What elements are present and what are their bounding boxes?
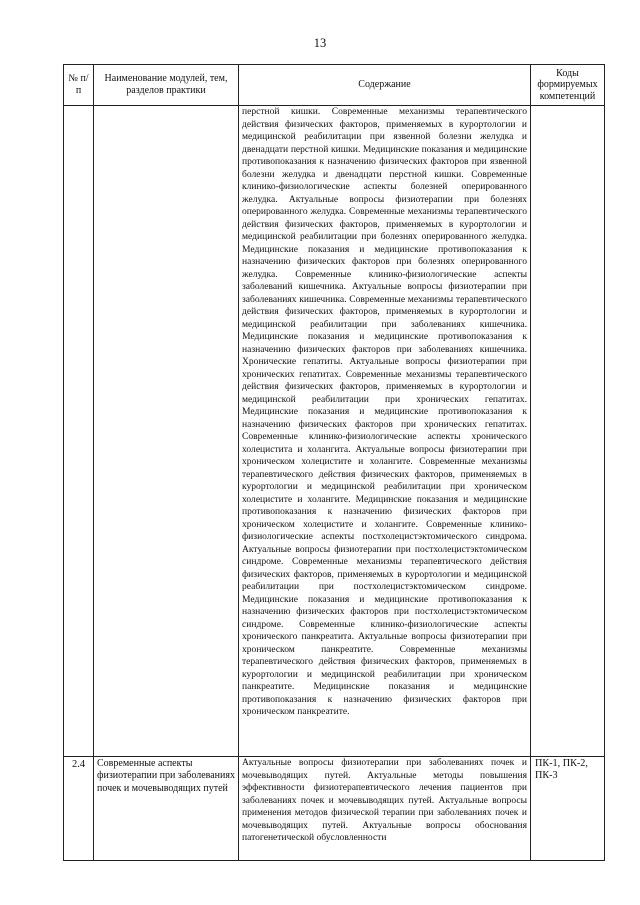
table-header-row [64, 65, 605, 106]
header-content: Содержание [239, 65, 531, 106]
row-num: 2.4 [64, 757, 94, 861]
row-content [239, 757, 531, 861]
header-num: № п/п [64, 65, 94, 106]
row-content [239, 106, 531, 757]
header-codes: Коды формируемых компетенций [531, 65, 605, 106]
row-num [64, 106, 94, 757]
table-row [64, 106, 605, 757]
row-codes [531, 106, 605, 757]
row-content-text: Актуальные вопросы физиотерапии при заболеваниях почек и мочевыводящих путей. Актуальные методы повышения эффективности физиотерапевтического лечения пациентов при заболеваниях почек и мочевыводящих путей. Актуальные вопросы применения методов физической терапии при заболеваниях почек и мочевыводящих путей. Актуальные вопросы обоснования патогенетической обусловленности [242, 757, 527, 843]
table-row [64, 757, 605, 861]
program-table [63, 64, 605, 861]
row-name: Современные аспекты физиотерапии при заболеваниях почек и мочевыводящих путей [94, 757, 239, 861]
header-name: Наименование модулей, тем, разделов практики [94, 65, 239, 106]
page-number: 13 [313, 36, 327, 50]
row-codes: ПК-1, ПК-2, ПК-3 [531, 757, 605, 861]
row-name [94, 106, 239, 757]
row-content-text: перстной кишки. Современные механизмы терапевтического действия физических факторов, применяемых в курортологии и медицинской реабилитации при язвенной болезни желудка и двенадцати перстной кишки. Медицинские показания и медицинские противопоказания к назначению физических факторов при язвенной болезни желудка и двенадцати перстной кишки. Современные клинико-физиологические аспекты болезней оперированного желудка. Актуальные вопросы физиотерапии при болезнях оперированного желудка. Современные механизмы терапевтического действия физических факторов, применяемых в курортологии и медицинской реабилитации при болезнях оперированного желудка. Медицинские показания и медицинские противопоказания к назначению физических факторов при болезнях оперированного желудка. Современные клинико-физиологические аспекты заболеваний кишечника. Актуальные вопросы физиотерапии при заболеваниях кишечника. Современные механизмы терапевтического действия физических факторов, применяемых в курортологии и медицинской реабилитации при заболеваниях кишечника. Медицинские показания и медицинские противопоказания к назначению физических факторов при заболеваниях кишечника. Хронические гепатиты. Актуальные вопросы физиотерапии при хронических гепатитах. Современные механизмы терапевтического действия физических факторов, применяемых в курортологии и медицинской реабилитации при хронических гепатитах. Медицинские показания и медицинские противопоказания к назначению физических факторов при хронических гепатитах. Современные клинико-физиологические аспекты хронического холецистита и холангита. Актуальные вопросы физиотерапии при хроническом холецистите и холангите. Современные механизмы терапевтического действия физических факторов, применяемых в курортологии и медицинской реабилитации при хроническом холецистите и холангите. Медицинские показания и медицинские противопоказания к назначению физических факторов при хроническом холецистите и холангите. Современные клинико-физиологические аспекты постхолецистэктомического синдрома. Актуальные вопросы физиотерапии при постхолецистэктомическом синдроме. Современные механизмы терапевтического действия физических факторов, применяемых в курортологии и медицинской реабилитации при постхолецистэктомическом синдроме. Медицинские показания и медицинские противопоказания к назначению физических факторов при постхолецистэктомическом синдроме. Современные клинико-физиологические аспекты хронического панкреатита. Актуальные вопросы физиотерапии при хроническом панкреатите. Современные механизмы терапевтического действия физических факторов, применяемых в курортологии и медицинской реабилитации при хроническом панкреатите. Медицинские показания и медицинские противопоказания к назначению физических факторов при хроническом панкреатите. [242, 106, 527, 717]
